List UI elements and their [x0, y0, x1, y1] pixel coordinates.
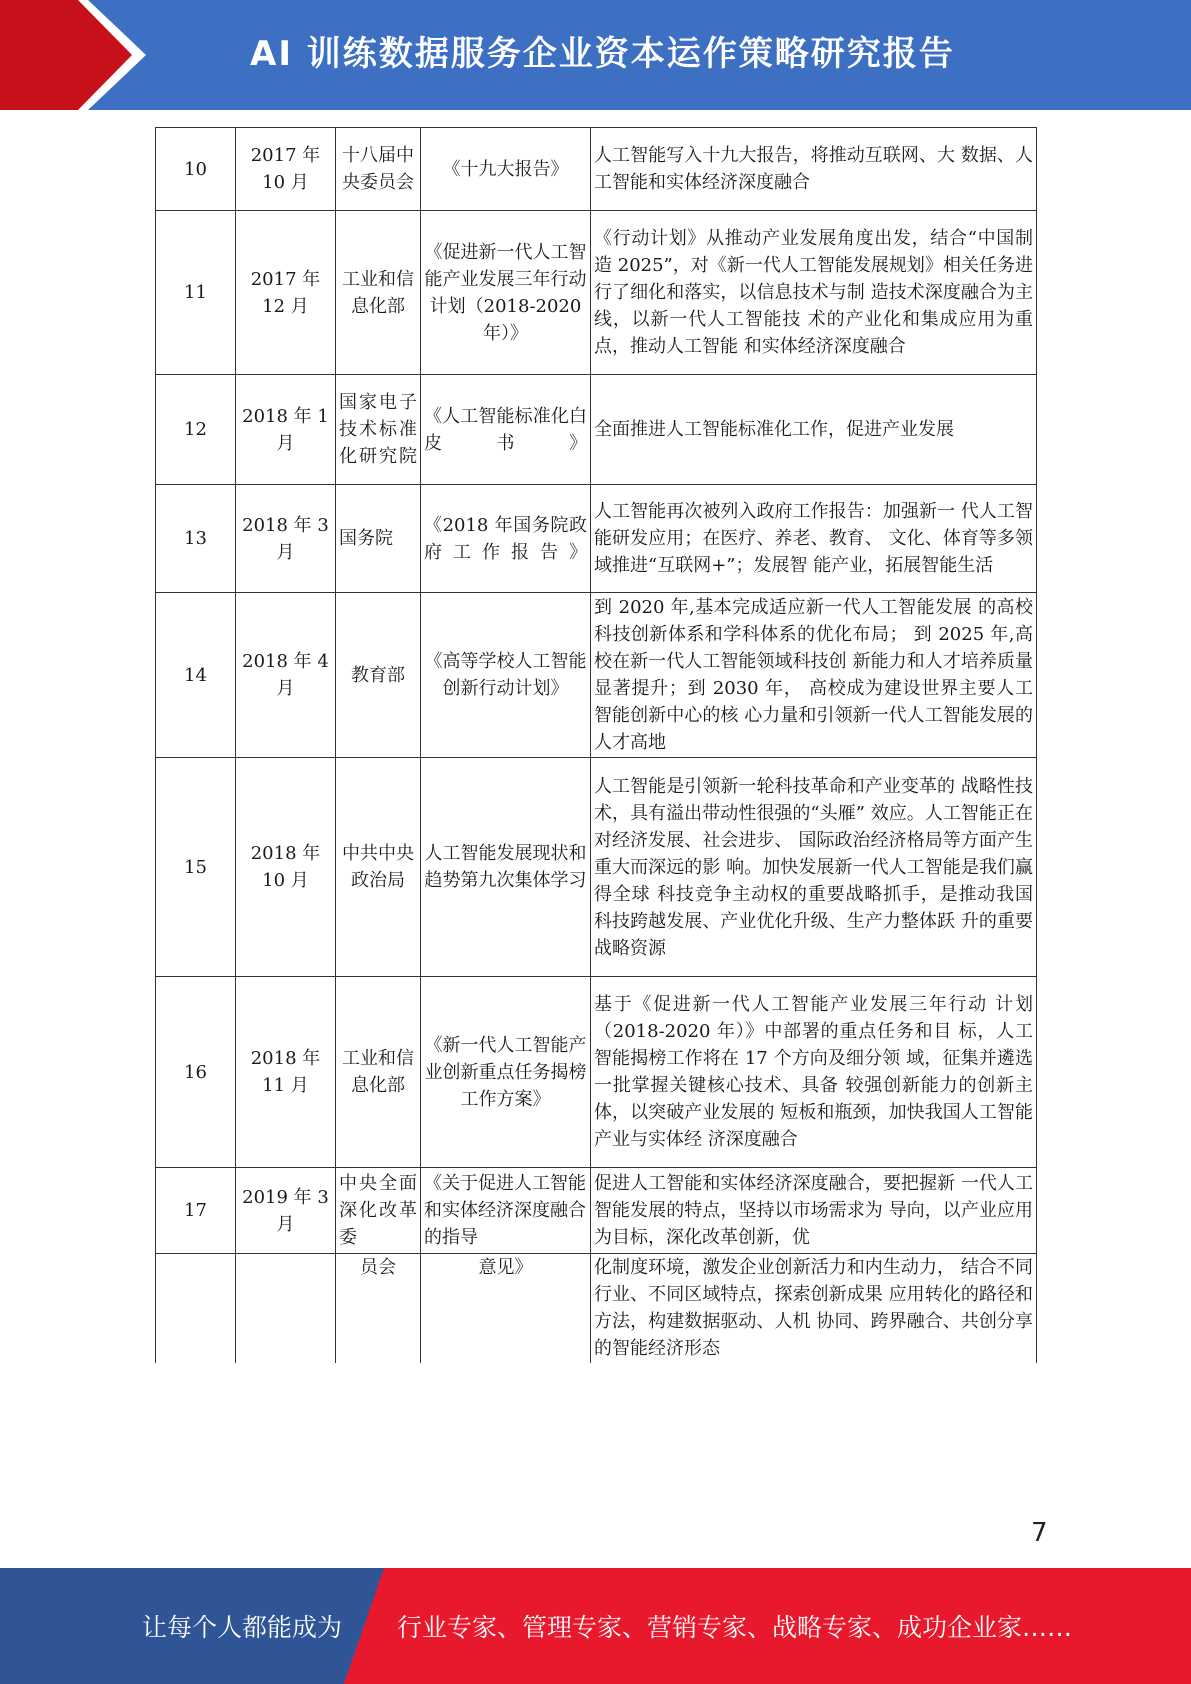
- footer-banner: [0, 1568, 1191, 1684]
- table-row: [156, 128, 1037, 211]
- footer-slogan-left: 让每个人都能成为: [142, 1613, 343, 1642]
- row-document: 《2018 年国务院政府工作报告》: [421, 485, 591, 593]
- row-organization: 十八届中央委员会: [336, 128, 421, 211]
- row-date: 2018 年 11 月: [236, 977, 336, 1168]
- row-number: 17: [156, 1168, 236, 1254]
- row-organization-cont: 员会: [336, 1254, 421, 1363]
- header-banner: [0, 0, 1191, 110]
- row-number: 11: [156, 211, 236, 375]
- row-description: 人工智能再次被列入政府工作报告：加强新一 代人工智能研发应用；在医疗、养老、教育、 文化、体育等多领域推进“互联网+”；发展智 能产业，拓展智能生活: [591, 485, 1037, 593]
- table-row: [156, 1168, 1037, 1254]
- row-date: 2019 年 3 月: [236, 1168, 336, 1254]
- report-title: AI 训练数据服务企业资本运作策略研究报告: [250, 34, 955, 74]
- row-date: 2018 年 10 月: [236, 758, 336, 977]
- row-document: 人工智能发展现状和趋势第九次集体学习: [421, 758, 591, 977]
- row-organization: 工业和信息化部: [336, 211, 421, 375]
- row-number: 10: [156, 128, 236, 211]
- empty-cell: [236, 1254, 336, 1363]
- row-description: 基于《促进新一代人工智能产业发展三年行动 计划（2018-2020 年）》中部署的重点任务和目 标，人工智能揭榜工作将在 17 个方向及细分领 域，征集并遴选一批掌握关键核心技术、具备 较强创新能力的创新主体，以突破产业发展的 短板和瓶颈，加快我国人工智能产业与实体经 济深度融合: [591, 977, 1037, 1168]
- row-organization: 工业和信息化部: [336, 977, 421, 1168]
- row-document: 《人工智能标准化白皮书》: [421, 375, 591, 485]
- table-row: [156, 977, 1037, 1168]
- policy-table-container: [155, 127, 1036, 1363]
- row-description: 《行动计划》从推动产业发展角度出发，结合“中国制造 2025”，对《新一代人工智能发展规划》相关任务进行了细化和落实，以信息技术与制 造技术深度融合为主线，以新一代人工智能技 术的产业化和集成应用为重点，推动人工智能 和实体经济深度融合: [591, 211, 1037, 375]
- row-document-cont: 意见》: [421, 1254, 591, 1363]
- row-date: 2018 年 1 月: [236, 375, 336, 485]
- row-number: 13: [156, 485, 236, 593]
- row-description: 全面推进人工智能标准化工作，促进产业发展: [591, 375, 1037, 485]
- row-date: 2017 年 10 月: [236, 128, 336, 211]
- row-description: 人工智能是引领新一轮科技革命和产业变革的 战略性技术，具有溢出带动性很强的“头雁” 效应。人工智能正在对经济发展、社会进步、 国际政治经济格局等方面产生重大而深远的影 响。加快发展新一代人工智能是我们赢得全球 科技竞争主动权的重要战略抓手，是推动我国 科技跨越发展、产业优化升级、生产力整体跃 升的重要战略资源: [591, 758, 1037, 977]
- row-organization: 国务院: [336, 485, 421, 593]
- row-description: 人工智能写入十九大报告，将推动互联网、大 数据、人工智能和实体经济深度融合: [591, 128, 1037, 211]
- row-description: 到 2020 年,基本完成适应新一代人工智能发展 的高校科技创新体系和学科体系的优化布局； 到 2025 年,高校在新一代人工智能领域科技创 新能力和人才培养质量显著提升；到 2030 年， 高校成为建设世界主要人工智能创新中心的核 心力量和引领新一代人工智能发展的人才高地: [591, 593, 1037, 758]
- row-document: 《关于促进人工智能和实体经济深度融合的指导: [421, 1168, 591, 1254]
- row-number: 16: [156, 977, 236, 1168]
- policy-table: [155, 127, 1037, 1363]
- row-number: 12: [156, 375, 236, 485]
- row-document: 《新一代人工智能产业创新重点任务揭榜工作方案》: [421, 977, 591, 1168]
- row-organization: 中共中央政治局: [336, 758, 421, 977]
- row-description-cont: 化制度环境，激发企业创新活力和内生动力， 结合不同行业、不同区域特点，探索创新成果 应用转化的路径和方法，构建数据驱动、人机 协同、跨界融合、共创分享的智能经济形态: [591, 1254, 1037, 1363]
- row-document: 《十九大报告》: [421, 128, 591, 211]
- row-organization: 中央全面深化改革委: [336, 1168, 421, 1254]
- table-row: [156, 375, 1037, 485]
- table-row: [156, 211, 1037, 375]
- table-row-continuation: [156, 1254, 1037, 1363]
- table-row: [156, 758, 1037, 977]
- empty-cell: [156, 1254, 236, 1363]
- page-number: 7: [1031, 1518, 1048, 1548]
- row-number: 15: [156, 758, 236, 977]
- table-row: [156, 593, 1037, 758]
- row-date: 2017 年 12 月: [236, 211, 336, 375]
- row-number: 14: [156, 593, 236, 758]
- row-organization: 国家电子技术标准化研究院: [336, 375, 421, 485]
- row-date: 2018 年 4 月: [236, 593, 336, 758]
- footer-slogan-right: 行业专家、管理专家、营销专家、战略专家、成功企业家……: [397, 1613, 1073, 1642]
- row-description: 促进人工智能和实体经济深度融合，要把握新 一代人工智能发展的特点，坚持以市场需求为 导向，以产业应用为目标，深化改革创新，优: [591, 1168, 1037, 1254]
- row-date: 2018 年 3 月: [236, 485, 336, 593]
- row-document: 《促进新一代人工智能产业发展三年行动计划（2018-2020 年）》: [421, 211, 591, 375]
- row-document: 《高等学校人工智能创新行动计划》: [421, 593, 591, 758]
- row-organization: 教育部: [336, 593, 421, 758]
- table-row: [156, 485, 1037, 593]
